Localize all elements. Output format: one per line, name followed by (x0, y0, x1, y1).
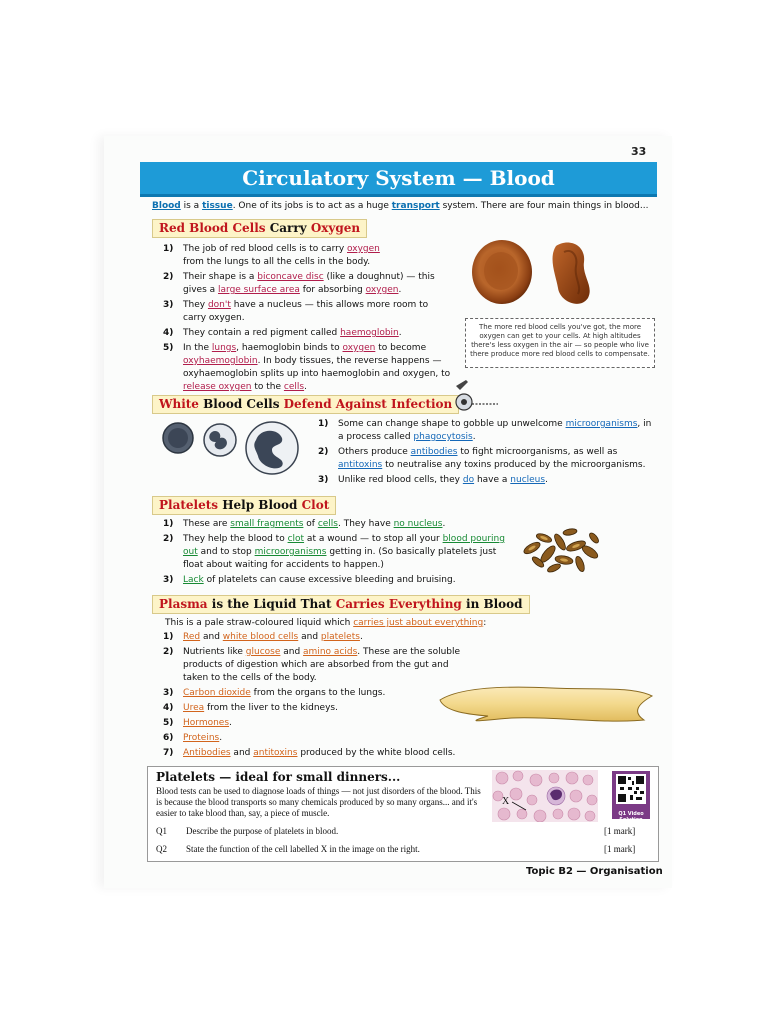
white-blood-cells-illustration (160, 418, 302, 476)
keyword: oxygen (347, 244, 380, 254)
section-heading-white-cells (152, 395, 459, 414)
keyword: Urea (183, 703, 205, 713)
list-item (163, 702, 463, 715)
text: Nutrients like (183, 647, 246, 657)
text: from the lungs to all the cells in the body. (183, 257, 371, 267)
keyword: antitoxins (338, 460, 383, 470)
keyword: Carbon dioxide (183, 688, 251, 698)
text: to the (251, 382, 284, 392)
item-number: 3) (163, 575, 174, 585)
keyword: large surface area (218, 285, 300, 295)
keyword: white blood cells (222, 632, 299, 642)
intro-text (152, 200, 652, 213)
list-item (163, 342, 453, 394)
red-cells-list (163, 243, 453, 396)
keyword: oxygen (342, 343, 376, 353)
text: and (280, 647, 304, 657)
text: Unlike red blood cells, they (338, 475, 463, 485)
text: . (359, 632, 363, 642)
plasma-list (163, 631, 463, 762)
keyword: cells (283, 382, 305, 392)
keyword: haemoglobin (340, 328, 399, 338)
item-number: 1) (318, 419, 329, 429)
text: . (398, 285, 402, 295)
qr-label: Q1 Video Solution (618, 811, 644, 823)
heading-part: Red Blood Cells (159, 221, 266, 235)
list-item (318, 474, 656, 487)
list-item (318, 418, 656, 444)
keyword: biconcave disc (257, 272, 324, 282)
summary-text: Blood tests can be used to diagnose loads of things — not just disorders of the blood. This is because the blood transports so many chemicals produced by so many organs... and it's easier to take blood than, say, a piece of muscle. (156, 786, 481, 818)
q1-label: Q1 (156, 826, 167, 836)
item-number: 4) (163, 328, 174, 338)
item-number: 2) (318, 447, 329, 457)
q1-mark: [1 mark] (604, 826, 636, 836)
list-item (163, 299, 453, 325)
item-number: 1) (163, 244, 174, 254)
text: of platelets can cause excessive bleeding and bruising. (203, 575, 456, 585)
text: have a nucleus — this allows more room to carry oxygen. (183, 300, 429, 323)
list-item (163, 631, 463, 644)
text: from the liver to the kidneys. (204, 703, 338, 713)
item-number: 4) (163, 703, 174, 713)
keyword: amino acids (303, 647, 358, 657)
summary-title: Platelets — ideal for small dinners... (156, 770, 401, 784)
q2-label: Q2 (156, 844, 167, 854)
text: have a (474, 475, 511, 485)
heading-part: is the Liquid That (207, 597, 336, 611)
text: to fight microorganisms, as well as (457, 447, 618, 457)
keyword: microorganisms (254, 547, 327, 557)
text: at a wound — to stop all your (304, 534, 443, 544)
keyword: release oxygen (183, 382, 252, 392)
platelets-list (163, 518, 513, 589)
text: system. There are four main things in blood... (439, 201, 649, 211)
keyword: oxyhaemoglobin (183, 356, 258, 366)
heading-part: Carry (265, 221, 311, 235)
q1-text: Describe the purpose of platelets in blood. (186, 826, 339, 836)
text: , in a process called (338, 419, 652, 442)
text: . (219, 733, 223, 743)
item-number: 3) (318, 475, 329, 485)
page-title: Circulatory System — Blood (140, 162, 657, 197)
keyword: antitoxins (253, 748, 298, 758)
keyword: phagocytosis (413, 432, 473, 442)
text: and (230, 748, 254, 758)
list-item (163, 732, 463, 745)
text: (like a doughnut) — this gives a (183, 272, 435, 295)
plasma-illustration (432, 680, 658, 728)
text: . One of its jobs is to act as a huge (232, 201, 392, 211)
item-number: 5) (163, 718, 174, 728)
text: These are (183, 519, 231, 529)
text: . In body tissues, the reverse happens — oxyhaemoglobin splits up into haemoglobin and oxygen, to (183, 356, 451, 379)
text: getting in. (So basically platelets just float about waiting for accidents to happen.) (183, 547, 497, 570)
keyword: microorganisms (565, 419, 638, 429)
section-heading-red-cells (152, 219, 367, 238)
text: to become (375, 343, 427, 353)
text: produced by the white blood cells. (297, 748, 456, 758)
altitude-note: The more red blood cells you've got, the more oxygen can get to your cells. At high altitudes there's less oxygen in the air — so people who live there produce more red blood cells to compensate. (465, 318, 655, 368)
text: Others produce (338, 447, 411, 457)
item-number: 2) (163, 647, 174, 657)
list-item (163, 518, 513, 531)
list-item (163, 717, 463, 730)
text: . (229, 718, 232, 728)
heading-part: Oxygen (310, 221, 361, 235)
keyword: no nucleus (393, 519, 443, 529)
heading-part: Defend Against Infection (283, 397, 453, 411)
keyword: don't (207, 300, 231, 310)
keyword: Antibodies (183, 748, 231, 758)
heading-part: White (159, 397, 199, 411)
list-item (163, 574, 513, 587)
item-number: 1) (163, 519, 174, 529)
text: Their shape is a (183, 272, 258, 282)
list-item (163, 747, 463, 760)
list-item (163, 243, 453, 269)
heading-part: Clot (301, 498, 330, 512)
keyword: clot (287, 534, 305, 544)
text: . (472, 432, 476, 442)
item-number: 6) (163, 733, 174, 743)
heading-part: Plasma (159, 597, 208, 611)
keyword: cells (317, 519, 338, 529)
text: . (442, 519, 446, 529)
red-blood-cells-illustration (468, 236, 608, 308)
text: and (200, 632, 223, 642)
section-heading-platelets (152, 496, 336, 515)
list-item (163, 271, 453, 297)
text: Some can change shape to gobble up unwelcome (338, 419, 566, 429)
keyword: carries just about everything (353, 618, 484, 628)
item-number: 1) (163, 632, 174, 642)
keyword: Blood (152, 201, 181, 211)
footer-topic: Topic B2 — Organisation (526, 866, 663, 877)
heading-part: Blood Cells (198, 397, 284, 411)
text: , haemoglobin binds to (236, 343, 343, 353)
qr-code-video-solution[interactable] (612, 771, 650, 823)
text: This is a pale straw-coloured liquid which (165, 618, 354, 628)
list-item (163, 687, 463, 700)
text: : (483, 618, 487, 628)
text: They (183, 300, 208, 310)
white-cells-list (318, 418, 656, 489)
keyword: Hormones (183, 718, 230, 728)
text: . They have (338, 519, 394, 529)
list-item (163, 533, 513, 572)
keyword: small fragments (230, 519, 304, 529)
list-item (318, 446, 656, 472)
heading-part: Platelets (159, 498, 219, 512)
text: . (398, 328, 402, 338)
text: They contain a red pigment called (183, 328, 341, 338)
item-number: 3) (163, 300, 174, 310)
text: They help the blood to (183, 534, 288, 544)
heading-part: Carries Everything (335, 597, 462, 611)
text: . (304, 382, 307, 392)
item-number: 2) (163, 272, 174, 282)
keyword: glucose (245, 647, 281, 657)
keyword: blood pouring out (183, 534, 505, 557)
text: and (298, 632, 321, 642)
heading-part: in Blood (461, 597, 523, 611)
qr-code-icon (612, 771, 650, 807)
item-number: 3) (163, 688, 174, 698)
text: The job of red blood cells is to carry (183, 244, 348, 254)
text: is a (180, 201, 203, 211)
microscope-doodle-icon (452, 378, 500, 412)
section-heading-plasma (152, 595, 530, 614)
q2-text: State the function of the cell labelled X in the image on the right. (186, 844, 420, 854)
list-item (163, 327, 453, 340)
text: . (545, 475, 548, 485)
keyword: platelets (320, 632, 360, 642)
item-number: 5) (163, 343, 174, 353)
keyword: Red (183, 632, 201, 642)
keyword: Lack (183, 575, 204, 585)
keyword: lungs (211, 343, 237, 353)
text: of (303, 519, 318, 529)
keyword: nucleus (510, 475, 546, 485)
keyword: do (462, 475, 475, 485)
x-label: X (502, 796, 510, 807)
text: from the organs to the lungs. (250, 688, 386, 698)
plasma-intro (165, 617, 495, 630)
text: In the (183, 343, 212, 353)
keyword: antibodies (410, 447, 458, 457)
keyword: transport (391, 201, 440, 211)
keyword: Proteins (183, 733, 220, 743)
platelets-illustration (518, 524, 604, 576)
item-number: 2) (163, 534, 174, 544)
keyword: oxygen (365, 285, 399, 295)
text: for absorbing (299, 285, 366, 295)
keyword: tissue (202, 201, 233, 211)
text: . These are the soluble products of digestion which are absorbed from the gut and taken to the cells of the body. (183, 647, 461, 683)
text: to neutralise any toxins produced by the microorganisms. (382, 460, 646, 470)
heading-part: Help Blood (218, 498, 302, 512)
item-number: 7) (163, 748, 174, 758)
text: and to stop (197, 547, 255, 557)
list-item (163, 646, 463, 685)
page-number: 33 (631, 145, 647, 158)
q2-mark: [1 mark] (604, 844, 636, 854)
